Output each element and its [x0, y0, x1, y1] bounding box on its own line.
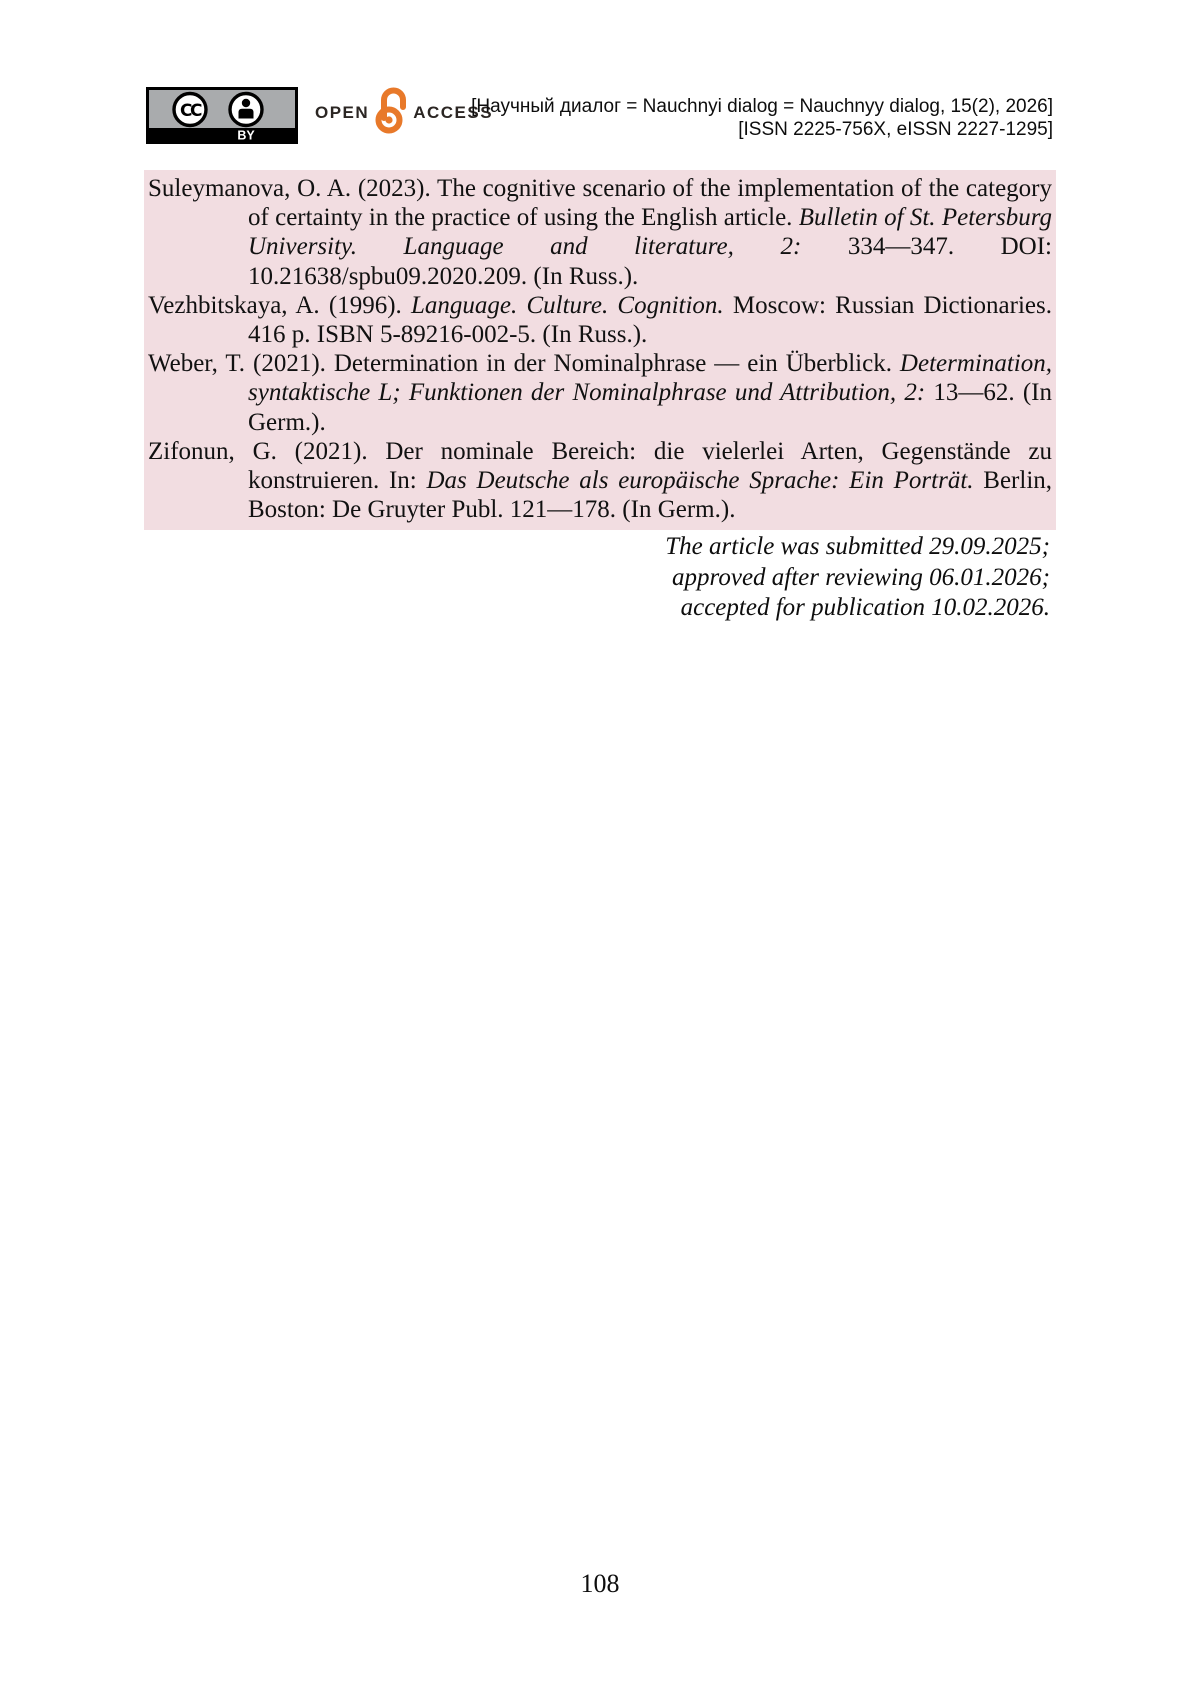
approved-date-line: approved after reviewing 06.01.2026; — [672, 563, 1050, 591]
cc-icon — [174, 94, 206, 126]
cc-by-badge-graphic — [146, 87, 298, 144]
reference-entry — [148, 349, 1052, 437]
reference-source-italic: Bulletin of St. Petersburg University. Language and literature, 2: — [248, 204, 1052, 261]
reference-entry — [148, 291, 1052, 349]
reference-text: Suleymanova, O. A. (2023). The cognitive scenario of the implementation of the category of certainty in the practice of using the English article. — [148, 175, 1052, 232]
submitted-date-line: The article was submitted 29.09.2025; — [665, 533, 1050, 560]
open-access-logo — [315, 86, 493, 134]
reference-text: Zifonun, G. (2021). Der nominale Bereich: die vielerlei Arten, Gegenstände zu konstruieren. In: — [148, 437, 1052, 495]
open-lock-icon — [374, 86, 408, 134]
cc-by-badge — [146, 87, 298, 149]
svg-text:CC: CC — [180, 101, 200, 121]
journal-header — [471, 95, 1053, 141]
page-number: 108 — [580, 1569, 620, 1598]
reference-text: Vezhbitskaya, A. (1996). — [148, 291, 412, 319]
reference-source-italic: Das Deutsche als europäische Sprache: Ein Porträt. — [426, 467, 974, 495]
journal-header-line2: [ISSN 2225-756X, eISSN 2227-1295] — [738, 119, 1053, 140]
reference-text: Weber, T. (2021). Determination in der Nominalphrase — ein Überblick. — [148, 350, 900, 378]
reference-text: Moscow: Russian Dictionaries. 416 p. ISBN 5-89216-002-5. (In Russ.). — [248, 291, 1052, 349]
reference-text: 13—62. (In Germ.). — [248, 379, 1052, 436]
open-access-access-label: ACCESS — [413, 103, 494, 122]
open-access-open-label: OPEN — [315, 103, 370, 122]
references-block — [144, 170, 1056, 530]
reference-source-italic: Determination, syntaktische L; Funktionen der Nominalphrase und Attribution, 2: — [248, 350, 1052, 407]
cc-by-label: BY — [237, 128, 255, 143]
reference-source-italic: Language. Culture. Cognition. — [411, 291, 724, 319]
person-icon — [230, 94, 262, 126]
reference-entry — [148, 437, 1052, 525]
reference-text: 334—347. DOI: 10.21638/spbu09.2020.209. (In Russ.). — [248, 233, 1052, 290]
accepted-date-line: accepted for publication 10.02.2026. — [680, 594, 1050, 621]
journal-header-line1: [Научный диалог = Nauchnyi dialog = Nauchnyy dialog, 15(2), 2026] — [471, 96, 1053, 117]
reference-entry — [148, 174, 1052, 291]
reference-text: Berlin, Boston: De Gruyter Publ. 121—178. (In Germ.). — [248, 467, 1053, 524]
submission-dates — [665, 532, 1050, 624]
